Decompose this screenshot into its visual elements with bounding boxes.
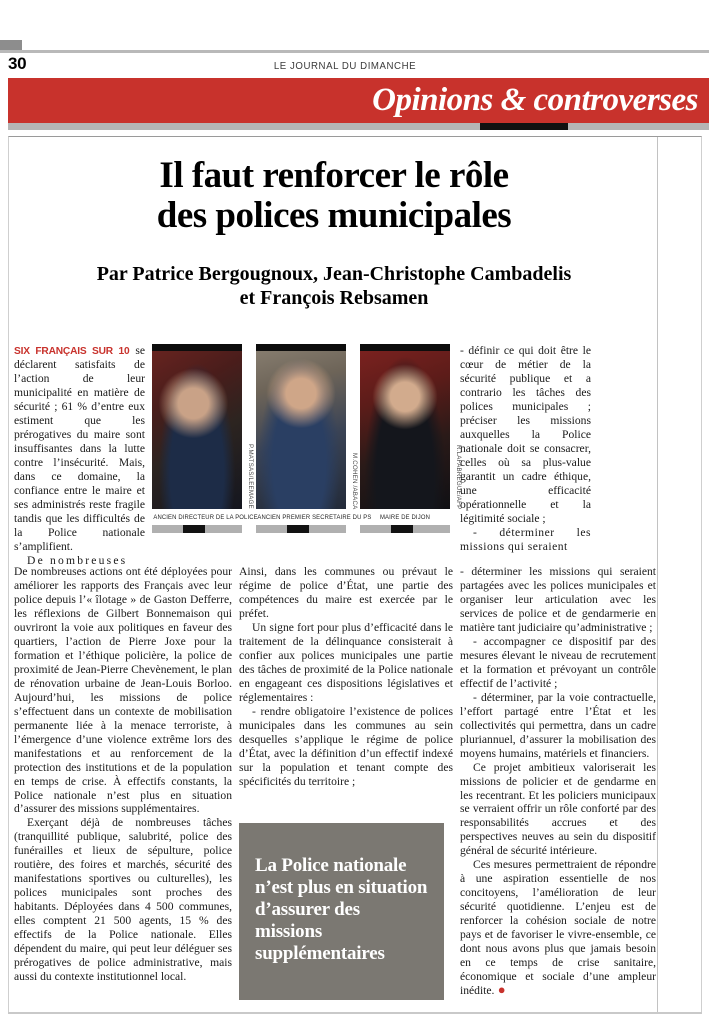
body-column-1-top (14, 344, 145, 568)
photo-top-bar (360, 344, 450, 351)
right-column-rule (657, 137, 658, 1013)
caption-bar (256, 525, 346, 533)
body-column-3-top (460, 344, 591, 554)
headline-line-1: Il faut renforcer le rôle (159, 155, 509, 196)
photo-top-bar (256, 344, 346, 351)
photo-credit: M.COHEN /ABACA (351, 452, 358, 509)
lead-words: SIX FRANÇAIS SUR 10 (14, 346, 130, 357)
page-title (24, 156, 644, 236)
caption-bar (360, 525, 450, 533)
headline-line-2: des polices municipales (156, 194, 512, 236)
portrait-photo (152, 344, 254, 509)
col2-p1: Ainsi, dans les communes ou prévaut le régime de police d’État, une partie des compétences du maire est exercée par le préfet. (239, 565, 453, 620)
photo-item (360, 344, 462, 533)
portrait-photo (256, 344, 358, 509)
portrait-photo (360, 344, 462, 509)
body-column-2 (239, 565, 453, 789)
rubric-band-tick (480, 123, 568, 130)
byline-line-2: et François Rebsamen (239, 287, 429, 309)
photo-caption: ANCIEN DIRECTEUR DE LA POLICE (153, 514, 258, 521)
photo-item (256, 344, 372, 533)
col3-p1: - définir ce qui doit être le cœur de métier de la sécurité publique et a contrario les tâches des polices municipales ; préciser les missions auxquelles la Police nationale doit se consacrer, celles où sa plus-value garantit un cadre éthique, une efficacité opérationnelle et la légitimité sociale ; (460, 344, 591, 525)
col1-p1: se déclarent satisfaits de l’action de leur municipalité en matière de sécurité ; 61 % d’entre eux estiment que les prérogatives du maire sont insuffisantes dans la lutte contre l’insécurité. Mais, dans ce domaine, la confiance entre le maire et ses administrés reste fragile tandis que les difficultés de la Police nationale s’amplifient. (14, 344, 146, 553)
caption-bar (152, 525, 242, 533)
rubric-band-shadow (8, 123, 709, 130)
col3-p3: - accompagner ce dispositif par des mesures élevant le niveau de recrutement et la formation et prévoyant un contrôle effectif de l’activité ; (460, 634, 656, 690)
lead-paragraph (14, 344, 145, 554)
col3-p6-text: Ces mesures permettraient de répondre à une aspiration essentielle de nos concitoyens, l’amélioration de leur sécurité quotidienne. L’enjeu est de renforcer la cohésion sociale de notre pays et de favoriser le vivre-ensemble, ce dont nous avons plus que jamais besoin en ce temps de crise sanitaire, économique et sociale d’une ampleur inédite. (460, 858, 656, 998)
col1-p2-head: De nombreuses (27, 553, 128, 567)
rubric-title: Opinions & controverses (372, 82, 698, 118)
byline (24, 262, 644, 310)
photo-item (152, 344, 258, 533)
end-dot-icon: ● (494, 982, 506, 998)
col3-p2: - déterminer les missions qui seraient partagées avec les polices municipales et organiser leur articulation avec les services de police et de gendarmerie en matière tant judiciaire qu’administrative ; (460, 565, 656, 634)
photo-strip (152, 344, 462, 544)
photo-top-bar (152, 344, 242, 351)
top-rule (0, 50, 709, 53)
col3-p2-head: - déterminer les missions qui seraient (460, 525, 591, 553)
page-number: 30 (8, 54, 27, 73)
col3-p5: Ce projet ambitieux valoriserait les missions de policier et de gendarme en les recentrant. Et les policiers municipaux se verraient offrir un rôle conforté par des responsabilités accrues et des perspectives neuves au sein du dispositif général de sécurité intérieure. (460, 760, 656, 858)
col1-p2: De nombreuses actions ont été déployées pour améliorer les rapports des Français avec leur police depuis l’« îlotage » de Gaston Defferre, les réflexions de Gilbert Bonnemaison qui ouvriront la voie aux politiques en faveur des quartiers, l’action de Pierre Joxe pour la formation et l’éthique policière, la police de proximité de Jean-Pierre Chevènement, le plan de rénovation urbaine de Jean-Louis Borloo. Aujourd’hui, les missions de police s’effectuent dans un contexte de mobilisation permanente liée à la menace terroriste, à l’émergence d’une violence extrême lors des manifestations et au renforcement de la protection des institutions et de la population en temps de crise. À effectifs constants, la Police nationale n’est plus en situation d’assurer des missions supplémentaires. (14, 565, 232, 816)
photo-caption: ANCIEN PREMIER SECRÉTAIRE DU PS (257, 514, 372, 521)
photo-credit: P.MATSAS/LEEMAGE (247, 444, 254, 509)
body-column-1 (14, 565, 232, 984)
col3-p4: - déterminer, par la voie contractuelle, l’effort partagé entre l’État et les collectivités qui permettra, dans un cadre pluriannuel, d’assurer la mobilisation des moyens humains, matériels et financiers. (460, 690, 656, 760)
col2-p3: - rendre obligatoire l’existence de polices municipales dans les communes au sein desquelles s’applique le régime de police d’État, avec la définition d’un effectif indexé sur la population et tenant compte des spécificités du territoire ; (239, 704, 453, 788)
col1-p3: Exerçant déjà de nombreuses tâches (tranquillité publique, salubrité, police des funérailles et lieux de sépulture, police routière, des foires et marchés, sécurité des manifestations sportives ou culturelles), les polices municipales sont proches des habitants. Déployées dans 4 500 communes, elles comptent 21 500 agents, 15 % des effectifs de la Police nationale. Elles dépendent du maire, qui peut leur déléguer ses prérogatives de police administrative, mais aussi du contexte institutionnel local. (14, 816, 232, 984)
col3-p6 (460, 858, 656, 998)
photo-credit: R.LAFABREGUE/AFP (455, 444, 462, 509)
bottom-rule (8, 1012, 702, 1014)
byline-line-1: Par Patrice Bergougnoux, Jean-Christophe Cambadelis (96, 263, 572, 285)
body-column-3 (460, 565, 656, 998)
paper-name: LE JOURNAL DU DIMANCHE (273, 60, 417, 72)
col2-p2: Un signe fort pour plus d’efficacité dans le traitement de la délinquance consisterait à confier aux polices municipales une partie des tâches de proximité de la Police nationale en engageant ces dispositions législatives et réglementaires : (239, 620, 453, 704)
photo-caption: MAIRE DE DIJON (379, 514, 430, 521)
pull-quote: La Police nationale n’est plus en situation d’assurer des missions supplémentaires (239, 823, 444, 1000)
